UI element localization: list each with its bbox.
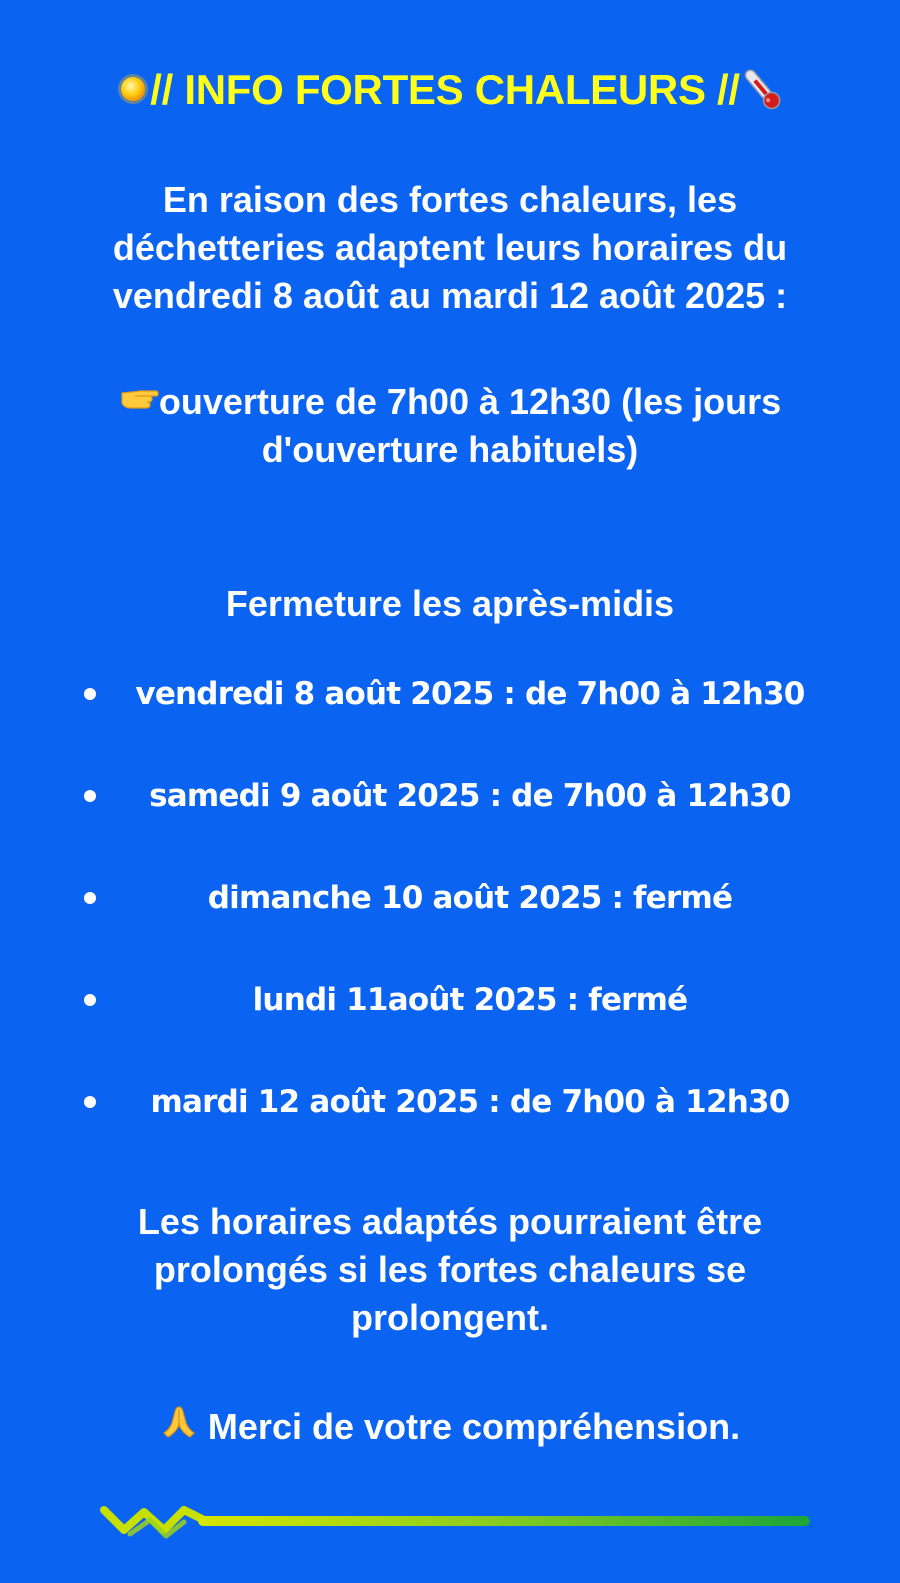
list-item-text: dimanche 10 août 2025 : fermé <box>207 880 733 916</box>
closure-title: Fermeture les après-midis <box>225 583 675 624</box>
list-item <box>0 771 900 821</box>
intro-paragraph: En raison des fortes chaleurs, les déchetteries adaptent leurs horaires du vendredi 8 août au mardi 12 août 2025 : <box>112 179 788 316</box>
title-text: // INFO FORTES CHALEURS // <box>150 66 740 113</box>
brand-wave-line-logo <box>100 1500 820 1550</box>
list-item <box>0 975 900 1025</box>
list-item-text: lundi 11août 2025 : fermé <box>252 982 688 1018</box>
list-item <box>0 1077 900 1127</box>
praying-hands-icon <box>160 1403 198 1439</box>
sun-icon <box>116 72 150 106</box>
list-item-text: vendredi 8 août 2025 : de 7h00 à 12h30 <box>135 676 805 712</box>
list-item-text: mardi 12 août 2025 : de 7h00 à 12h30 <box>150 1084 790 1120</box>
extension-note: Les horaires adaptés pourraient être prolongés si les fortes chaleurs se prolongent. <box>137 1201 763 1338</box>
bullet <box>84 688 96 700</box>
opening-hours-text: ouverture de 7h00 à 12h30 (les jours d'ouverture habituels) <box>158 381 782 470</box>
bullet <box>84 892 96 904</box>
bullet <box>84 790 96 802</box>
opening-hours <box>60 378 840 474</box>
list-item-text: samedi 9 août 2025 : de 7h00 à 12h30 <box>149 778 791 814</box>
list-item <box>0 669 900 719</box>
list-item <box>0 873 900 923</box>
page-title <box>0 62 900 118</box>
thanks-text: Merci de votre compréhension. <box>207 1406 741 1447</box>
thermometer-icon <box>740 64 784 114</box>
thanks-message <box>60 1403 840 1451</box>
pointing-hand-icon <box>119 381 159 411</box>
bullet <box>84 994 96 1006</box>
bullet <box>84 1096 96 1108</box>
